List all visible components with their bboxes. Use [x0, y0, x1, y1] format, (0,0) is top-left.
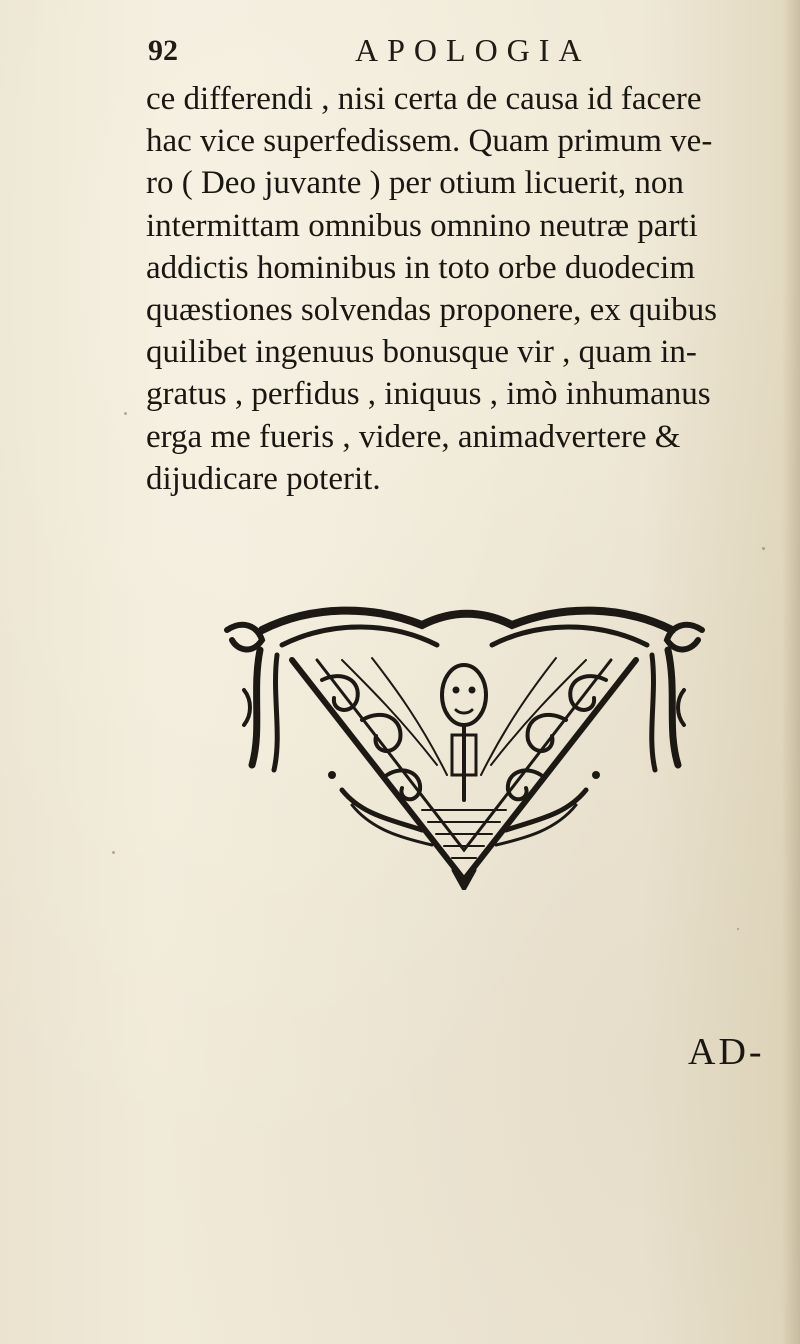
page-number: 92 [148, 34, 178, 67]
text-line: intermittam omnibus omnino neutræ parti [146, 207, 698, 244]
body-paragraph [146, 78, 796, 500]
text-line: erga me fueris , videre, animadvertere & [146, 418, 681, 455]
text-line: addictis hominibus in toto orbe duodecim [146, 249, 696, 286]
paper-speck [112, 851, 115, 854]
text-line: ce differendi , nisi certa de causa id facere [146, 81, 702, 117]
catchword: AD- [688, 1031, 765, 1073]
text-line: gratus , perfidus , iniquus , imò inhumanus [146, 376, 711, 413]
paper-speck [737, 928, 739, 930]
paper-speck [762, 547, 765, 550]
paper-speck [124, 412, 127, 415]
text-line: quilibet ingenuus bonusque vir , quam in- [146, 334, 697, 371]
text-line: ro ( Deo juvante ) per otium licuerit, non [146, 165, 684, 202]
tailpiece-ornament-icon [222, 600, 706, 890]
text-line: dijudicare poterit. [146, 460, 381, 497]
running-head [140, 30, 660, 74]
text-line: quæstiones solvendas proponere, ex quibus [146, 291, 718, 328]
running-title: APOLOGIA [355, 32, 591, 68]
text-line: hac vice superfedissem. Quam primum ve- [146, 123, 713, 160]
